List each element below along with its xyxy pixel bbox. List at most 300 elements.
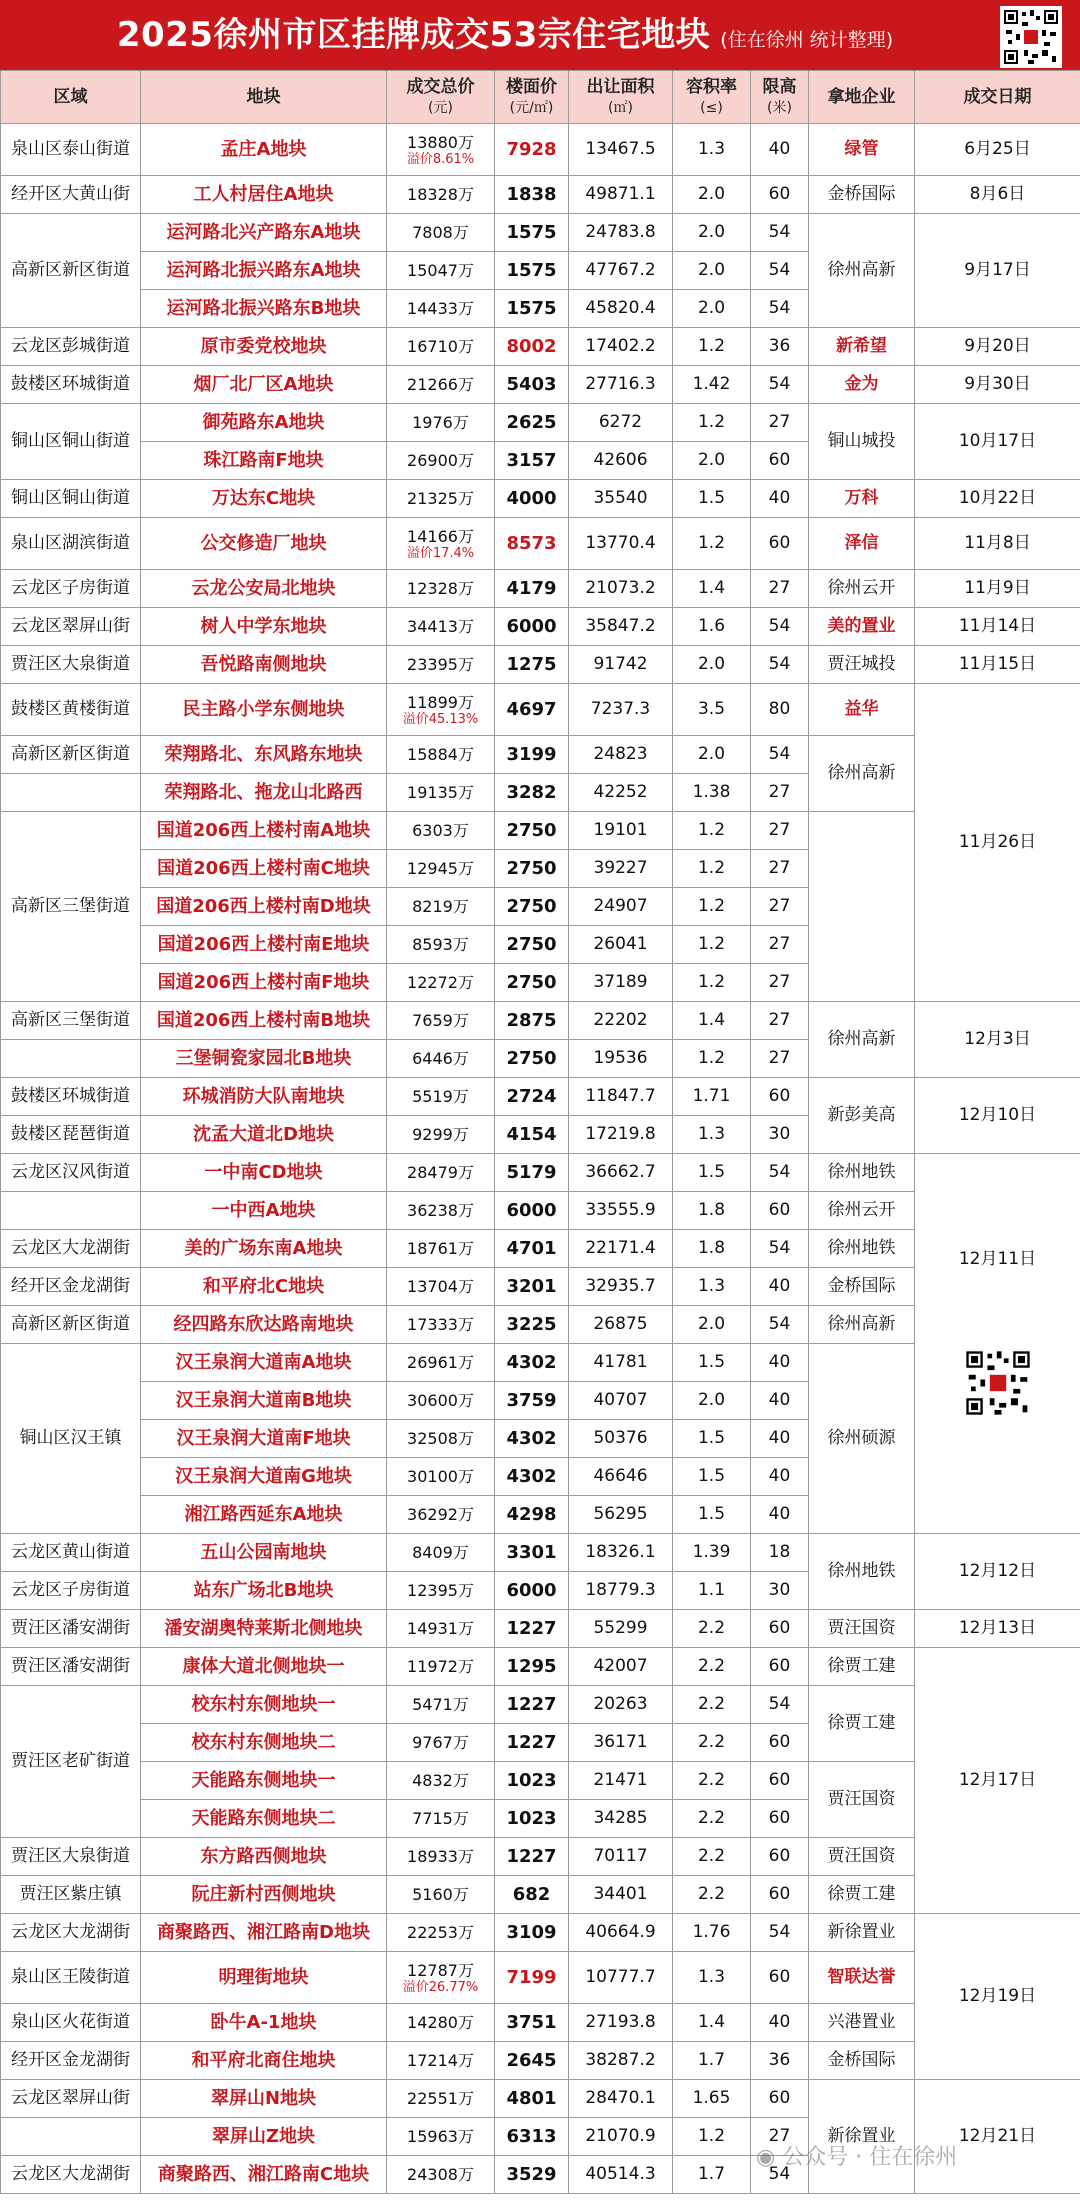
price-cell — [387, 2118, 495, 2156]
far-cell: 1.3 — [673, 1116, 751, 1154]
area-cell: 20263 — [569, 1686, 673, 1724]
unit-price-cell: 4000 — [495, 480, 569, 518]
price-value: 22551万 — [407, 2089, 474, 2108]
height-cell: 54 — [751, 1230, 809, 1268]
price-value: 12395万 — [407, 1581, 474, 1600]
company-cell: 贾汪国资 — [809, 1610, 915, 1648]
date-cell: 6月25日 — [915, 124, 1080, 176]
price-cell — [387, 1268, 495, 1306]
district-cell: 云龙区大龙湖街 — [1, 1914, 141, 1952]
area-cell: 21070.9 — [569, 2118, 673, 2156]
company-cell: 万科 — [809, 480, 915, 518]
price-value: 6446万 — [412, 1049, 469, 1068]
far-cell: 2.2 — [673, 1800, 751, 1838]
far-cell: 1.5 — [673, 1458, 751, 1496]
far-cell: 1.2 — [673, 404, 751, 442]
unit-price-cell: 3751 — [495, 2004, 569, 2042]
unit-price-cell: 3759 — [495, 1382, 569, 1420]
far-cell: 1.2 — [673, 926, 751, 964]
far-cell: 1.2 — [673, 2118, 751, 2156]
price-cell — [387, 850, 495, 888]
district-cell: 铜山区铜山街道 — [1, 480, 141, 518]
plot-cell: 民主路小学东侧地块 — [141, 684, 387, 736]
plot-cell: 国道206西上楼村南C地块 — [141, 850, 387, 888]
price-value: 16710万 — [407, 337, 474, 356]
plot-cell: 运河路北兴产路东A地块 — [141, 214, 387, 252]
height-cell: 40 — [751, 1344, 809, 1382]
height-cell: 60 — [751, 1648, 809, 1686]
area-cell: 36662.7 — [569, 1154, 673, 1192]
date-cell: 11月8日 — [915, 518, 1080, 570]
price-value: 17333万 — [407, 1315, 474, 1334]
height-cell: 60 — [751, 518, 809, 570]
col-company: 拿地企业 — [809, 71, 915, 124]
unit-price-cell: 2645 — [495, 2042, 569, 2080]
unit-price-cell: 6000 — [495, 608, 569, 646]
date-cell: 8月6日 — [915, 176, 1080, 214]
title-banner — [0, 0, 1080, 70]
district-cell: 贾汪区潘安湖街 — [1, 1648, 141, 1686]
premium-badge: 溢价17.4% — [406, 545, 475, 561]
date-cell: 11月15日 — [915, 646, 1080, 684]
far-cell: 1.1 — [673, 1572, 751, 1610]
company-cell: 泽信 — [809, 518, 915, 570]
company-cell: 徐州高新 — [809, 1002, 915, 1078]
far-cell: 1.2 — [673, 964, 751, 1002]
area-cell: 26041 — [569, 926, 673, 964]
company-cell: 徐州云开 — [809, 570, 915, 608]
price-value: 12945万 — [407, 859, 474, 878]
area-cell: 45820.4 — [569, 290, 673, 328]
unit-price-cell: 7199 — [495, 1952, 569, 2004]
col-far: 容积率 (≤) — [673, 71, 751, 124]
price-value: 12328万 — [407, 579, 474, 598]
unit-price-cell: 4302 — [495, 1420, 569, 1458]
district-cell: 云龙区翠屏山街 — [1, 608, 141, 646]
district-cell — [1, 1040, 141, 1078]
plot-cell: 三堡铜瓷家园北B地块 — [141, 1040, 387, 1078]
table-row — [1, 1534, 1080, 1572]
far-cell: 1.42 — [673, 366, 751, 404]
district-cell: 贾汪区大泉街道 — [1, 646, 141, 684]
price-value: 26900万 — [407, 451, 474, 470]
area-cell: 55299 — [569, 1610, 673, 1648]
area-cell: 39227 — [569, 850, 673, 888]
price-cell — [387, 888, 495, 926]
date-cell: 9月20日 — [915, 328, 1080, 366]
district-cell: 云龙区汉风街道 — [1, 1154, 141, 1192]
far-cell: 1.2 — [673, 888, 751, 926]
district-cell: 泉山区泰山街道 — [1, 124, 141, 176]
col-unit-price: 楼面价 (元/㎡) — [495, 71, 569, 124]
far-cell: 2.2 — [673, 1610, 751, 1648]
price-cell — [387, 608, 495, 646]
company-cell: 新徐置业 — [809, 2080, 915, 2194]
date-cell: 11月26日 — [915, 684, 1080, 1002]
table-row — [1, 1002, 1080, 1040]
plot-cell: 一中南CD地块 — [141, 1154, 387, 1192]
district-cell: 铜山区汉王镇 — [1, 1344, 141, 1534]
district-cell: 云龙区黄山街道 — [1, 1534, 141, 1572]
company-cell: 新彭美高 — [809, 1078, 915, 1154]
company-cell: 金桥国际 — [809, 176, 915, 214]
plot-cell: 湘江路西延东A地块 — [141, 1496, 387, 1534]
price-value: 8593万 — [412, 935, 469, 954]
height-cell: 60 — [751, 1724, 809, 1762]
far-cell: 1.5 — [673, 1154, 751, 1192]
price-cell — [387, 812, 495, 850]
district-cell: 云龙区子房街道 — [1, 570, 141, 608]
height-cell: 54 — [751, 290, 809, 328]
plot-cell: 和平府北C地块 — [141, 1268, 387, 1306]
unit-price-cell: 6000 — [495, 1192, 569, 1230]
area-cell: 18326.1 — [569, 1534, 673, 1572]
unit-price-cell: 3201 — [495, 1268, 569, 1306]
price-value: 21325万 — [407, 489, 474, 508]
height-cell: 60 — [751, 1876, 809, 1914]
price-value: 5519万 — [412, 1087, 469, 1106]
far-cell: 2.2 — [673, 1876, 751, 1914]
premium-badge: 溢价8.61% — [406, 151, 475, 167]
area-cell: 27716.3 — [569, 366, 673, 404]
district-cell: 云龙区大龙湖街 — [1, 1230, 141, 1268]
area-cell: 40514.3 — [569, 2156, 673, 2194]
unit-price-cell: 3529 — [495, 2156, 569, 2194]
plot-cell: 荣翔路北、东风路东地块 — [141, 736, 387, 774]
height-cell: 27 — [751, 774, 809, 812]
far-cell: 1.39 — [673, 1534, 751, 1572]
price-cell — [387, 518, 495, 570]
unit-price-cell: 8573 — [495, 518, 569, 570]
table-row — [1, 1154, 1080, 1192]
height-cell: 36 — [751, 2042, 809, 2080]
plot-cell: 原市委党校地块 — [141, 328, 387, 366]
far-cell: 1.5 — [673, 1420, 751, 1458]
plot-cell: 汉王泉润大道南B地块 — [141, 1382, 387, 1420]
unit-price-cell: 1227 — [495, 1838, 569, 1876]
area-cell: 40707 — [569, 1382, 673, 1420]
area-cell: 34285 — [569, 1800, 673, 1838]
far-cell: 2.0 — [673, 646, 751, 684]
date-cell: 10月17日 — [915, 404, 1080, 480]
height-cell: 30 — [751, 1116, 809, 1154]
price-value: 8409万 — [412, 1543, 469, 1562]
plot-cell: 和平府北商住地块 — [141, 2042, 387, 2080]
district-cell: 云龙区大龙湖街 — [1, 2156, 141, 2194]
price-cell — [387, 214, 495, 252]
district-cell: 贾汪区紫庄镇 — [1, 1876, 141, 1914]
plot-cell: 东方路西侧地块 — [141, 1838, 387, 1876]
far-cell: 2.0 — [673, 290, 751, 328]
plot-cell: 天能路东侧地块二 — [141, 1800, 387, 1838]
company-cell: 徐州高新 — [809, 736, 915, 812]
qr-code-icon — [1000, 6, 1062, 68]
far-cell: 1.2 — [673, 1040, 751, 1078]
price-cell — [387, 1344, 495, 1382]
height-cell: 60 — [751, 1192, 809, 1230]
area-cell: 21471 — [569, 1762, 673, 1800]
far-cell: 2.0 — [673, 214, 751, 252]
price-value: 9299万 — [412, 1125, 469, 1144]
unit-price-cell: 1575 — [495, 290, 569, 328]
height-cell: 54 — [751, 1306, 809, 1344]
title-area — [0, 0, 1010, 70]
area-cell: 17219.8 — [569, 1116, 673, 1154]
price-cell — [387, 124, 495, 176]
area-cell: 42252 — [569, 774, 673, 812]
far-cell: 2.2 — [673, 1686, 751, 1724]
unit-price-cell: 3157 — [495, 442, 569, 480]
company-cell: 贾汪国资 — [809, 1762, 915, 1838]
height-cell: 54 — [751, 366, 809, 404]
far-cell: 1.5 — [673, 1344, 751, 1382]
price-value: 19135万 — [407, 783, 474, 802]
far-cell: 2.2 — [673, 1838, 751, 1876]
company-cell: 贾汪国资 — [809, 1838, 915, 1876]
height-cell: 36 — [751, 328, 809, 366]
col-price: 成交总价 (元) — [387, 71, 495, 124]
far-cell: 1.6 — [673, 608, 751, 646]
district-cell: 鼓楼区黄楼街道 — [1, 684, 141, 736]
height-cell: 18 — [751, 1534, 809, 1572]
height-cell: 54 — [751, 252, 809, 290]
far-cell: 1.2 — [673, 812, 751, 850]
area-cell: 24823 — [569, 736, 673, 774]
date-cell: 12月13日 — [915, 1610, 1080, 1648]
company-cell: 徐贾工建 — [809, 1876, 915, 1914]
price-value: 14280万 — [407, 2013, 474, 2032]
plot-cell: 康体大道北侧地块一 — [141, 1648, 387, 1686]
plot-cell: 国道206西上楼村南B地块 — [141, 1002, 387, 1040]
area-cell: 40664.9 — [569, 1914, 673, 1952]
price-cell — [387, 1154, 495, 1192]
district-cell: 经开区金龙湖街 — [1, 1268, 141, 1306]
area-cell: 7237.3 — [569, 684, 673, 736]
price-value: 12272万 — [407, 973, 474, 992]
unit-price-cell: 2750 — [495, 1040, 569, 1078]
company-cell: 徐州云开 — [809, 1192, 915, 1230]
height-cell: 27 — [751, 850, 809, 888]
district-cell: 高新区三堡街道 — [1, 1002, 141, 1040]
price-value: 23395万 — [407, 655, 474, 674]
price-value: 18933万 — [407, 1847, 474, 1866]
height-cell: 60 — [751, 1610, 809, 1648]
unit-price-cell: 6313 — [495, 2118, 569, 2156]
col-district: 区域 — [1, 71, 141, 124]
unit-price-cell: 3301 — [495, 1534, 569, 1572]
plot-cell: 荣翔路北、拖龙山北路西 — [141, 774, 387, 812]
table-row — [1, 684, 1080, 736]
price-value: 15884万 — [407, 745, 474, 764]
plot-cell: 国道206西上楼村南D地块 — [141, 888, 387, 926]
date-value: 12月11日 — [958, 1249, 1037, 1269]
company-cell — [809, 812, 915, 1002]
area-cell: 41781 — [569, 1344, 673, 1382]
premium-badge: 溢价45.13% — [402, 711, 479, 727]
far-cell: 2.0 — [673, 252, 751, 290]
unit-price-cell: 2750 — [495, 888, 569, 926]
table-row — [1, 1610, 1080, 1648]
unit-price-cell: 2750 — [495, 964, 569, 1002]
price-value: 32508万 — [407, 1429, 474, 1448]
height-cell: 40 — [751, 1496, 809, 1534]
plot-cell: 五山公园南地块 — [141, 1534, 387, 1572]
area-cell: 35847.2 — [569, 608, 673, 646]
date-cell: 12月10日 — [915, 1078, 1080, 1154]
price-value: 22253万 — [407, 1923, 474, 1942]
date-cell: 11月9日 — [915, 570, 1080, 608]
height-cell: 60 — [751, 1800, 809, 1838]
height-cell: 40 — [751, 1268, 809, 1306]
price-cell — [387, 1382, 495, 1420]
price-cell — [387, 2042, 495, 2080]
price-value: 28479万 — [407, 1163, 474, 1182]
height-cell: 54 — [751, 1914, 809, 1952]
price-value: 14433万 — [407, 299, 474, 318]
price-value: 1976万 — [412, 413, 469, 432]
wechat-icon: ◉ — [756, 2145, 776, 2170]
unit-price-cell: 4298 — [495, 1496, 569, 1534]
height-cell: 40 — [751, 124, 809, 176]
price-cell — [387, 926, 495, 964]
unit-price-cell: 1295 — [495, 1648, 569, 1686]
height-cell: 27 — [751, 888, 809, 926]
price-value: 24308万 — [407, 2165, 474, 2184]
area-cell: 91742 — [569, 646, 673, 684]
far-cell: 1.38 — [673, 774, 751, 812]
price-value: 15047万 — [407, 261, 474, 280]
far-cell: 3.5 — [673, 684, 751, 736]
company-cell: 徐贾工建 — [809, 1648, 915, 1686]
district-cell: 泉山区湖滨街道 — [1, 518, 141, 570]
area-cell: 19101 — [569, 812, 673, 850]
far-cell: 1.7 — [673, 2156, 751, 2194]
unit-price-cell: 1575 — [495, 214, 569, 252]
price-value: 5471万 — [412, 1695, 469, 1714]
far-cell: 1.5 — [673, 480, 751, 518]
price-cell — [387, 774, 495, 812]
price-cell — [387, 684, 495, 736]
price-cell — [387, 1686, 495, 1724]
height-cell: 27 — [751, 812, 809, 850]
table-row — [1, 176, 1080, 214]
table-row — [1, 366, 1080, 404]
unit-price-cell: 3282 — [495, 774, 569, 812]
unit-price-cell: 3109 — [495, 1914, 569, 1952]
area-cell: 27193.8 — [569, 2004, 673, 2042]
unit-price-cell: 2750 — [495, 850, 569, 888]
company-cell: 美的置业 — [809, 608, 915, 646]
height-cell: 60 — [751, 1838, 809, 1876]
height-cell: 60 — [751, 1078, 809, 1116]
date-cell: 12月3日 — [915, 1002, 1080, 1078]
plot-cell: 运河路北振兴路东A地块 — [141, 252, 387, 290]
height-cell: 40 — [751, 1420, 809, 1458]
area-cell: 70117 — [569, 1838, 673, 1876]
district-cell: 贾汪区老矿街道 — [1, 1686, 141, 1838]
area-cell: 56295 — [569, 1496, 673, 1534]
price-cell — [387, 570, 495, 608]
price-cell — [387, 290, 495, 328]
plot-cell: 翠屏山Z地块 — [141, 2118, 387, 2156]
watermark-app: 公众号 — [782, 2145, 849, 2170]
company-cell: 徐州地铁 — [809, 1154, 915, 1192]
unit-price-cell: 4179 — [495, 570, 569, 608]
price-value: 21266万 — [407, 375, 474, 394]
height-cell: 40 — [751, 1382, 809, 1420]
plot-cell: 环城消防大队南地块 — [141, 1078, 387, 1116]
height-cell: 80 — [751, 684, 809, 736]
far-cell: 2.0 — [673, 1382, 751, 1420]
date-cell: 12月19日 — [915, 1914, 1080, 2080]
date-cell: 12月21日 — [915, 2080, 1080, 2194]
price-cell — [387, 442, 495, 480]
company-cell: 贾汪城投 — [809, 646, 915, 684]
price-cell — [387, 1040, 495, 1078]
date-cell: 9月30日 — [915, 366, 1080, 404]
height-cell: 54 — [751, 608, 809, 646]
table-row — [1, 124, 1080, 176]
price-value: 36292万 — [407, 1505, 474, 1524]
land-deals-table — [0, 70, 1080, 2194]
unit-price-cell: 1575 — [495, 252, 569, 290]
plot-cell: 树人中学东地块 — [141, 608, 387, 646]
height-cell: 54 — [751, 646, 809, 684]
unit-price-cell: 4801 — [495, 2080, 569, 2118]
unit-price-cell: 7928 — [495, 124, 569, 176]
area-cell: 46646 — [569, 1458, 673, 1496]
page-subtitle: (住在徐州 统计整理) — [720, 29, 894, 51]
district-cell — [1, 1192, 141, 1230]
table-row — [1, 214, 1080, 252]
area-cell: 35540 — [569, 480, 673, 518]
far-cell: 1.5 — [673, 1496, 751, 1534]
plot-cell: 一中西A地块 — [141, 1192, 387, 1230]
price-cell — [387, 1230, 495, 1268]
price-cell — [387, 1610, 495, 1648]
area-cell: 42606 — [569, 442, 673, 480]
price-cell — [387, 1800, 495, 1838]
unit-price-cell: 3199 — [495, 736, 569, 774]
table-row — [1, 328, 1080, 366]
far-cell: 1.71 — [673, 1078, 751, 1116]
price-cell — [387, 252, 495, 290]
price-cell — [387, 1116, 495, 1154]
price-cell — [387, 646, 495, 684]
far-cell: 1.65 — [673, 2080, 751, 2118]
price-value: 9767万 — [412, 1733, 469, 1752]
price-value: 14931万 — [407, 1619, 474, 1638]
price-cell — [387, 1496, 495, 1534]
price-cell — [387, 328, 495, 366]
plot-cell: 汉王泉润大道南F地块 — [141, 1420, 387, 1458]
plot-cell: 沈孟大道北D地块 — [141, 1116, 387, 1154]
height-cell: 40 — [751, 2004, 809, 2042]
price-cell — [387, 1724, 495, 1762]
plot-cell: 翠屏山N地块 — [141, 2080, 387, 2118]
unit-price-cell: 5403 — [495, 366, 569, 404]
height-cell: 54 — [751, 2156, 809, 2194]
plot-cell: 国道206西上楼村南F地块 — [141, 964, 387, 1002]
height-cell: 27 — [751, 964, 809, 1002]
area-cell: 32935.7 — [569, 1268, 673, 1306]
price-cell — [387, 736, 495, 774]
company-cell: 绿管 — [809, 124, 915, 176]
company-cell: 徐贾工建 — [809, 1686, 915, 1762]
unit-price-cell: 1227 — [495, 1724, 569, 1762]
price-value: 4832万 — [412, 1771, 469, 1790]
price-cell — [387, 1192, 495, 1230]
